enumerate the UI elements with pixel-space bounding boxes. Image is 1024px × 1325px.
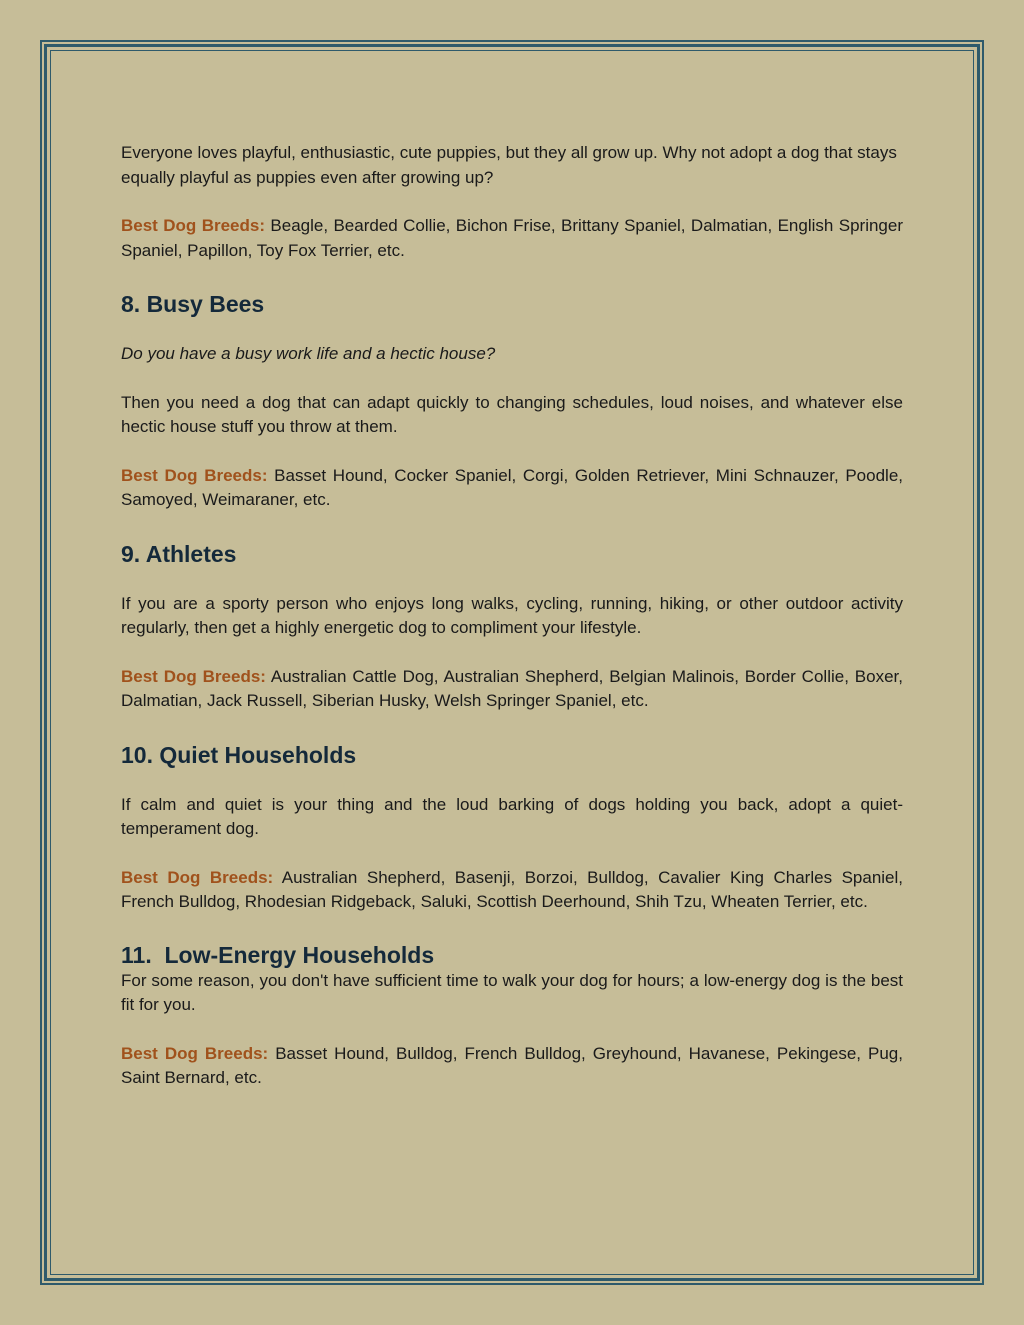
- best-dog-breeds-label: Best Dog Breeds:: [121, 1043, 269, 1063]
- intro-paragraph: Everyone loves playful, enthusiastic, cute puppies, but they all grow up. Why not adopt a dog that stays equally playful as puppies even after growing up?: [121, 143, 897, 187]
- sec11-paragraph: For some reason, you don't have sufficient time to walk your dog for hours; a low-energy dog is the best fit for you.: [121, 970, 903, 1014]
- sec11-breeds-list: Basset Hound, Bulldog, French Bulldog, Greyhound, Havanese, Pekingese, Pug, Saint Bernard, etc.: [121, 1043, 903, 1087]
- sec11-breeds-paragraph: [121, 1042, 903, 1091]
- best-dog-breeds-label: Best Dog Breeds:: [121, 867, 274, 887]
- sec7-breeds-list: Beagle, Bearded Collie, Bichon Frise, Brittany Spaniel, Dalmatian, English Springer Spaniel, Papillon, Toy Fox Terrier, etc.: [121, 216, 904, 260]
- sec10-breeds-list: Australian Shepherd, Basenji, Borzoi, Bulldog, Cavalier King Charles Spaniel, French Bulldog, Rhodesian Ridgeback, Saluki, Scottish Deerhound, Shih Tzu, Wheaten Terrier, etc.: [121, 867, 904, 911]
- best-dog-breeds-label: Best Dog Breeds:: [121, 666, 266, 686]
- section-heading-quiet-households: 10. Quiet Households: [121, 741, 357, 768]
- best-dog-breeds-label: Best Dog Breeds:: [121, 465, 268, 485]
- sec9-breeds-list: Australian Cattle Dog, Australian Shepherd, Belgian Malinois, Border Collie, Boxer, Dalmatian, Jack Russell, Siberian Husky, Welsh Springer Spaniel, etc.: [121, 666, 903, 710]
- section-heading-athletes: 9. Athletes: [121, 540, 237, 567]
- sec8-breeds-paragraph: [121, 464, 903, 513]
- sec8-breeds-list: Basset Hound, Cocker Spaniel, Corgi, Golden Retriever, Mini Schnauzer, Poodle, Samoyed, Weimaraner, etc.: [121, 465, 903, 509]
- best-dog-breeds-label: Best Dog Breeds:: [121, 216, 265, 235]
- sec7-breeds-paragraph: [121, 214, 903, 263]
- document-body: [121, 141, 903, 1091]
- section-heading-low-energy-households: 11. Low-Energy Households: [121, 941, 435, 968]
- section-heading-busy-bees: 8. Busy Bees: [121, 291, 265, 317]
- sec8-paragraph: Then you need a dog that can adapt quickly to changing schedules, loud noises, and whatever else hectic house stuff you throw at them.: [121, 392, 903, 436]
- sec10-paragraph: If calm and quiet is your thing and the loud barking of dogs holding you back, adopt a quiet-temperament dog.: [121, 794, 903, 838]
- sec9-paragraph: If you are a sporty person who enjoys long walks, cycling, running, hiking, or other outdoor activity regularly, then get a highly energetic dog to compliment your lifestyle.: [121, 593, 903, 637]
- sec9-breeds-paragraph: [121, 665, 903, 714]
- sec8-question: Do you have a busy work life and a hectic house?: [121, 344, 496, 363]
- sec10-breeds-paragraph: [121, 866, 903, 915]
